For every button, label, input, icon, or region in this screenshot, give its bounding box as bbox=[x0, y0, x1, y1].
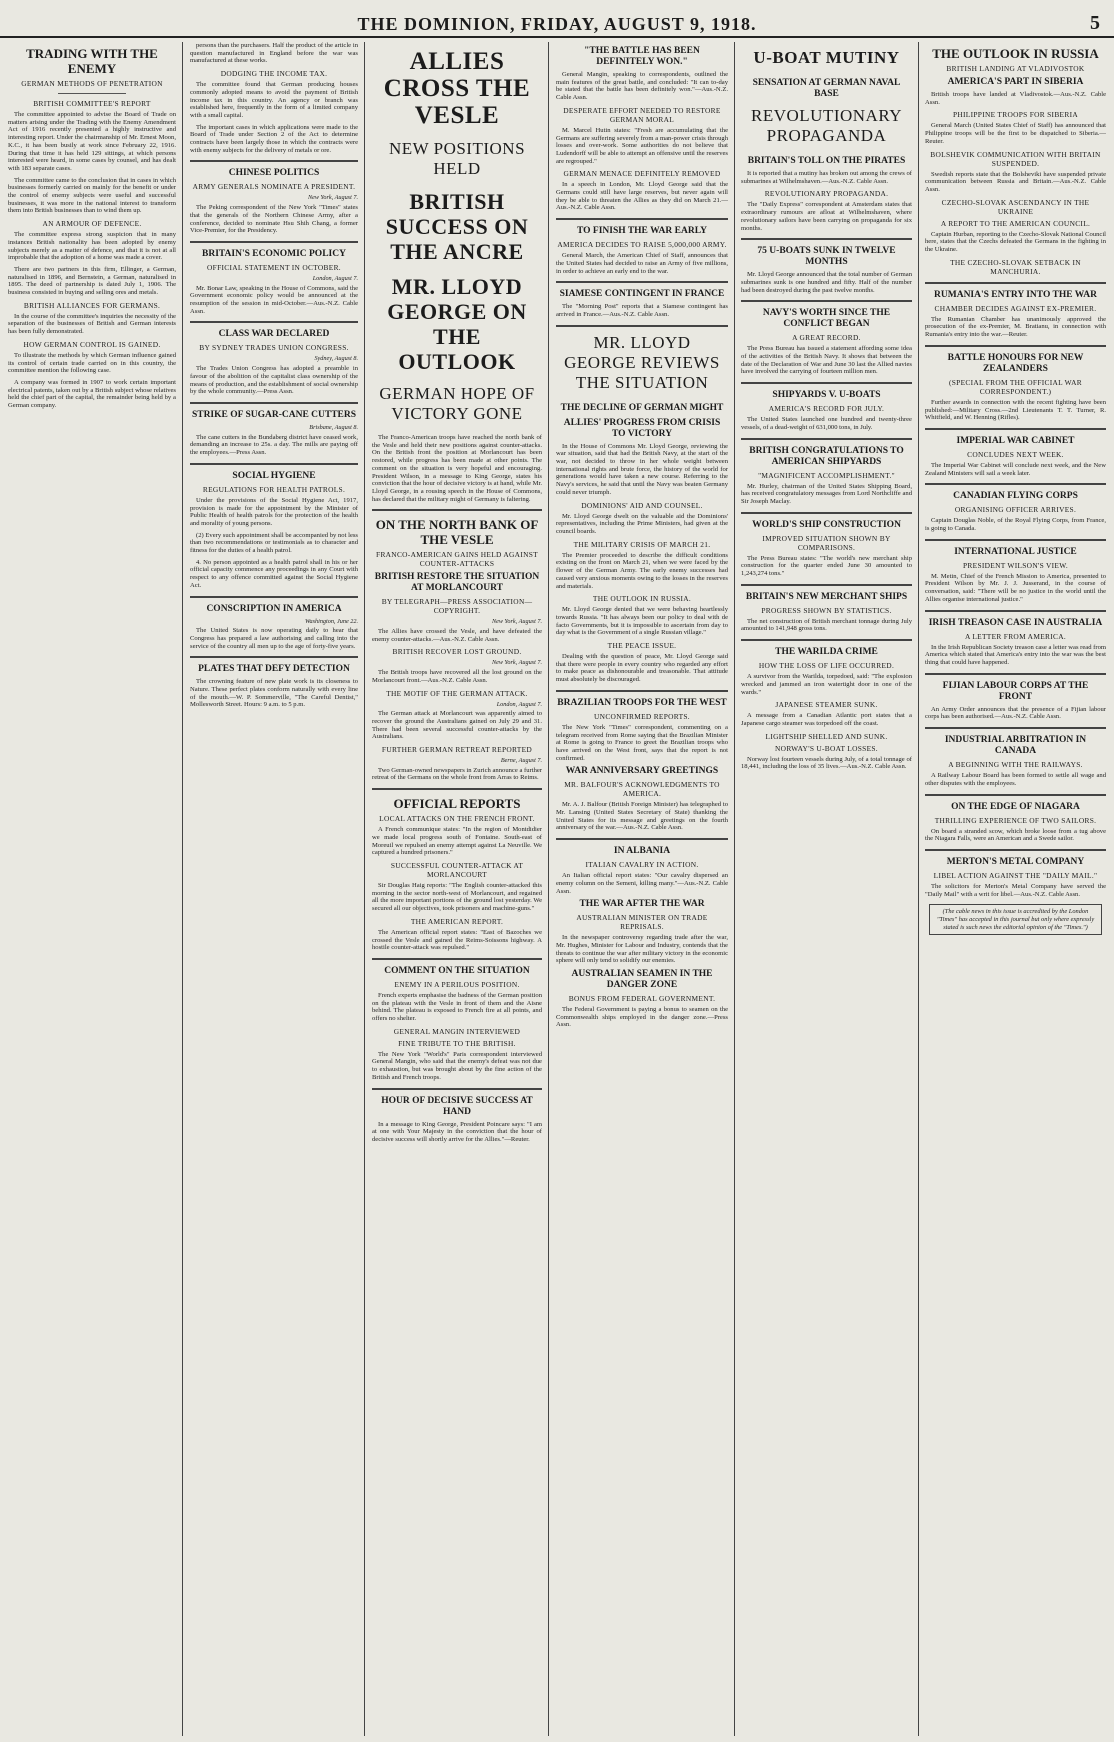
subheading: A BEGINNING WITH THE RAILWAYS. bbox=[948, 760, 1083, 770]
headline: SHIPYARDS V. U-BOATS bbox=[772, 390, 881, 401]
dateline: London, August 7. bbox=[496, 700, 542, 708]
masthead bbox=[0, 0, 1114, 38]
paragraph: persons than the purchasers. Half the product of the article in question manufactured in England before the war was manufactured at these works. bbox=[190, 42, 358, 65]
paragraph: In the newspaper controversy regarding trade after the war, Mr. Hughes, Minister for Labour and Industry, contends that the threats to continue the war after military victory in the economic sphere will only tend to solidify our enemies. bbox=[556, 934, 728, 965]
subheading: OFFICIAL STATEMENT IN OCTOBER. bbox=[207, 262, 341, 272]
paragraph: In the Irish Republican Society treason case a letter was read from America which stated that America's entry into the war was the best thing that could have happened. bbox=[925, 643, 1106, 666]
subheading: CZECHO-SLOVAK ASCENDANCY IN THE UKRAINE bbox=[941, 197, 1090, 216]
headline: CANADIAN FLYING CORPS bbox=[953, 491, 1078, 502]
paragraph: 4. No person appointed as a health patrol shall in his or her official capacity commence any proceedings in any Court with respect to any offence committed against the Social Hygiene Act. bbox=[190, 558, 358, 589]
paragraph: A French communique states: "In the region of Montdidier we made local progress south of Fontaine. South-east of Moreuil we repulsed an enemy attempt against La Neuville. We captured a hundred prisoners." bbox=[372, 826, 542, 857]
banner-headline: BRITISH SUCCESS ON THE ANCRE bbox=[385, 189, 529, 264]
subheading: PHILIPPINE TROOPS FOR SIBERIA bbox=[953, 110, 1078, 120]
paragraph: Swedish reports state that the Bolsheviki have suspended private communication between Russia and Britain.—Aus.-N.Z. Cable Assn. bbox=[925, 170, 1106, 193]
divider bbox=[925, 794, 1106, 796]
headline: THE OUTLOOK IN RUSSIA bbox=[932, 46, 1099, 61]
divider bbox=[556, 690, 728, 692]
subheading: CHAMBER DECIDES AGAINST EX-PREMIER. bbox=[934, 303, 1097, 313]
paragraph: The net construction of British merchant tonnage during July amounted to 141,948 gross tons. bbox=[741, 617, 912, 633]
subheading: NORWAY'S U-BOAT LOSSES. bbox=[775, 743, 878, 753]
subheading: ORGANISING OFFICER ARRIVES. bbox=[954, 505, 1077, 515]
subheading: BOLSHEVIK COMMUNICATION WITH BRITAIN SUSPENDED. bbox=[930, 149, 1101, 168]
subheading: GERMAN MENACE DEFINITELY REMOVED bbox=[563, 169, 721, 179]
headline: NAVY'S WORTH SINCE THE CONFLICT BEGAN bbox=[762, 308, 891, 330]
headline: CLASS WAR DECLARED bbox=[218, 329, 330, 340]
headline: INTERNATIONAL JUSTICE bbox=[954, 546, 1077, 557]
headline: HOUR OF DECISIVE SUCCESS AT HAND bbox=[381, 1095, 533, 1117]
paragraph: Norway lost fourteen vessels during July, of a total tonnage of 18,441, including the loss of 35 lives.—Aus.-N.Z. Cable Assn. bbox=[741, 755, 912, 771]
subheading: DOMINIONS' AID AND COUNSEL. bbox=[581, 500, 703, 510]
paragraph: Captain Hurban, reporting to the Czecho-Slovak National Council here, states that the Czechs defeated the Germans in the fighting in the Ukraine. bbox=[925, 230, 1106, 254]
dateline: Washington, June 22. bbox=[304, 617, 358, 625]
subheading: AN ARMOUR OF DEFENCE. bbox=[42, 219, 142, 229]
paragraph: In the House of Commons Mr. Lloyd George, reviewing the war situation, said that had the British Navy, at the start of the war, not decided to throw in her whole weight between international rights and brute force, the history of the world for generations would have taken a new course. Referring to the Navy's services, he said that until the Navy was beaten Germany could never triumph. bbox=[556, 442, 728, 496]
subheading: (SPECIAL FROM THE OFFICIAL WAR CORRESPONDENT.) bbox=[948, 377, 1082, 396]
paragraph: The committee found that German producing houses commonly adopted means to avoid the payment of British income tax in this country. An agency or branch was established here, frequently in the form of a limited company with a small capital. bbox=[190, 81, 358, 119]
headline: IRISH TREASON CASE IN AUSTRALIA bbox=[928, 617, 1103, 628]
banner-headline: MR. LLOYD GEORGE ON THE OUTLOOK bbox=[387, 274, 527, 374]
paragraph: Two German-owned newspapers in Zurich announce a further retreat of the Germans on the whole front from Arras to Reims. bbox=[372, 766, 542, 782]
subheading: CONCLUDES NEXT WEEK. bbox=[967, 449, 1064, 459]
paragraph: The Rumanian Chamber has unanimously approved the prosecution of the ex-Premier, M. Bratianu, in connection with Rumania's entry into the war.—Reuter. bbox=[925, 315, 1106, 339]
column-rule bbox=[182, 42, 183, 1736]
paragraph: The committee express strong suspicion that in many instances British nationality has been adopted by enemy subjects merely as a matter of defence, and that it is not at all improbable that the adoption of a home was made a cover. bbox=[8, 231, 176, 262]
divider bbox=[190, 241, 358, 243]
paragraph: A message from a Canadian Atlantic port states that a Japanese cargo steamer was torpedoed off the coast. bbox=[741, 712, 912, 727]
subheading: REVOLUTIONARY PROPAGANDA. bbox=[764, 189, 889, 199]
divider bbox=[741, 584, 912, 586]
divider bbox=[556, 838, 728, 840]
dateline: New York, August 7. bbox=[491, 659, 542, 667]
banner-headline: NEW POSITIONS HELD bbox=[388, 139, 526, 178]
paragraph: Mr. A. J. Balfour (British Foreign Minister) has telegraphed to Mr. Lansing (United States Secretary of State) thanking the United States for its message and greetings on the fourth anniversary of the war.—Aus.-N.Z. Cable Assn. bbox=[556, 801, 728, 832]
subheading: BY SYDNEY TRADES UNION CONGRESS. bbox=[199, 343, 349, 353]
paragraph: The cane cutters in the Bundaberg district have ceased work, demanding an increase to 25s. a day. The mills are paying off the employees.—Press Assn. bbox=[190, 433, 358, 457]
subheading: MR. BALFOUR'S ACKNOWLEDGMENTS TO AMERICA. bbox=[564, 780, 720, 799]
paragraph: On board a stranded scow, which broke loose from a tug above the Niagara Falls, were an American and a Swede sailor. bbox=[925, 827, 1106, 843]
paragraph: Mr. Lloyd George dwelt on the valuable aid the Dominions' representatives, including the Prime Ministers, had given at the council boards. bbox=[556, 512, 728, 535]
divider bbox=[190, 321, 358, 323]
headline: BRITAIN'S NEW MERCHANT SHIPS bbox=[745, 591, 908, 602]
column-rule bbox=[918, 42, 919, 1736]
subheading: ENEMY IN A PERILOUS POSITION. bbox=[394, 979, 520, 989]
divider bbox=[925, 727, 1106, 729]
headline: ON THE NORTH BANK OF THE VESLE bbox=[375, 517, 539, 548]
headline: SENSATION AT GERMAN NAVAL BASE bbox=[752, 78, 901, 99]
paragraph: The New York "World's" Paris correspondent interviewed General Mangin, who said that the enemy's defeat was not due to exhaustion, but was brought about by the fine action of the British and French troops. bbox=[372, 1050, 542, 1081]
subheading: THE MILITARY CRISIS OF MARCH 21. bbox=[573, 539, 711, 549]
divider bbox=[925, 849, 1106, 851]
divider bbox=[741, 238, 912, 240]
headline: 75 U-BOATS SUNK IN TWELVE MONTHS bbox=[757, 246, 896, 268]
headline: BRITAIN'S TOLL ON THE PIRATES bbox=[747, 156, 906, 166]
subheading: BONUS FROM FEDERAL GOVERNMENT. bbox=[568, 994, 716, 1004]
paragraph: British troops have landed at Vladivostok.—Aus.-N.Z. Cable Assn. bbox=[925, 91, 1106, 106]
banner-headline: MR. LLOYD GEORGE REVIEWS THE SITUATION bbox=[564, 332, 720, 392]
subheading: ARMY GENERALS NOMINATE A PRESIDENT. bbox=[192, 182, 356, 192]
editorial-note-box: (The cable news in this issue is accredited by the London "Times" has accepted in this journal but only where expressly stated is such news the editorial opinion of the "Times.") bbox=[929, 904, 1102, 935]
subheading: JAPANESE STEAMER SUNK. bbox=[775, 700, 878, 710]
subheading: BRITISH RECOVER LOST GROUND. bbox=[392, 647, 522, 657]
subheading: PROGRESS SHOWN BY STATISTICS. bbox=[761, 605, 892, 615]
subheading: FRANCO-AMERICAN GAINS HELD AGAINST COUNTER-ATTACKS bbox=[376, 550, 538, 569]
divider bbox=[925, 539, 1106, 541]
headline: BRITAIN'S ECONOMIC POLICY bbox=[202, 248, 346, 259]
headline: THE WAR AFTER THE WAR bbox=[579, 899, 705, 910]
divider bbox=[190, 160, 358, 162]
divider bbox=[556, 325, 728, 327]
subheading: DESPERATE EFFORT NEEDED TO RESTORE GERMAN MORAL bbox=[563, 105, 721, 124]
headline: COMMENT ON THE SITUATION bbox=[384, 965, 530, 976]
paragraph: (2) Every such appointment shall be accompanied by not less than two recommendations or testimonials as to character and fitness for the duties of a health patrol. bbox=[190, 531, 358, 555]
headline: THE WARILDA CRIME bbox=[775, 647, 878, 658]
paragraph: Further awards in connection with the recent fighting have been published:—Military Cross.—2nd Lieutenants T. T. Turner, R. Whitfield, and W. Henning (Rifles). bbox=[925, 398, 1106, 422]
paragraph: The committee came to the conclusion that in cases in which businesses formerly carried on mainly for the benefit or under the control of enemy subjects were useful and successful businesses, it was more in the national interest to transform them into British businesses than to wind them up. bbox=[8, 176, 176, 215]
divider bbox=[925, 673, 1106, 675]
paragraph: The Allies have crossed the Vesle, and have defeated the enemy counter-attacks.—Aus.-N.Z. Cable Assn. bbox=[372, 628, 542, 643]
paragraph: General March (United States Chief of Staff) has announced that Philippine troops will be the first to be dispatched to Siberia.—Reuter. bbox=[925, 122, 1106, 145]
headline: SOCIAL HYGIENE bbox=[232, 470, 316, 481]
divider bbox=[372, 1088, 542, 1090]
headline: WAR ANNIVERSARY GREETINGS bbox=[565, 766, 719, 777]
paragraph: A Railway Labour Board has been formed to settle all wage and other disputes with the employees. bbox=[925, 772, 1106, 787]
headline: AMERICA'S PART IN SIBERIA bbox=[947, 77, 1084, 87]
column-rule bbox=[734, 42, 735, 1736]
paragraph: The solicitors for Merton's Metal Company have served the "Daily Mail" with a writ for libel.—Aus.-N.Z. Cable Assn. bbox=[925, 882, 1106, 898]
paragraph: To illustrate the methods by which German influence gained its control of certain trade carried on in this country, the committee mention the following case. bbox=[8, 351, 176, 375]
subheading: "MAGNIFICENT ACCOMPLISHMENT." bbox=[758, 470, 895, 480]
divider bbox=[556, 218, 728, 220]
headline: ALLIES' PROGRESS FROM CRISIS TO VICTORY bbox=[563, 417, 721, 439]
headline: ON THE EDGE OF NIAGARA bbox=[951, 801, 1080, 812]
paragraph: The United States launched one hundred and twenty-three vessels, of a dead-weight of 631,000 tons, in July. bbox=[741, 416, 912, 431]
headline: TO FINISH THE WAR EARLY bbox=[576, 226, 708, 237]
paragraph: The "Morning Post" reports that a Siamese contingent has arrived in France.—Aus.-N.Z. Cable Assn. bbox=[556, 303, 728, 318]
paragraph: In a speech in London, Mr. Lloyd George said that the Germans could still have large reserves, but never again will they be able to threaten the Allies as they did on March 21.—Aus.-N.Z. Cable Assn. bbox=[556, 181, 728, 212]
subheading: A GREAT RECORD. bbox=[792, 333, 861, 343]
paragraph: The Press Bureau states: "The world's new merchant ship construction for the quarter ended June 30 amounted to 1,243,274 tons." bbox=[741, 554, 912, 578]
paragraph: French experts emphasise the badness of the German position on the plateau with the Vesle in front of them and the Aisne behind. The plateau is exposed to French fire at all points, and offers no shelter. bbox=[372, 991, 542, 1023]
subheading: THE CZECHO-SLOVAK SETBACK IN MANCHURIA. bbox=[950, 257, 1081, 276]
subheading: HOW THE LOSS OF LIFE OCCURRED. bbox=[758, 661, 895, 671]
column-rule bbox=[364, 42, 365, 1736]
subheading: LOCAL ATTACKS ON THE FRENCH FRONT. bbox=[379, 814, 535, 824]
paragraph: The American official report states: "East of Bazoches we crossed the Vesle and gained the Reims-Soissons highway. A hostile counter-attack was repulsed." bbox=[372, 928, 542, 952]
dateline: London, August 7. bbox=[312, 274, 358, 282]
subheading: ITALIAN CAVALRY IN ACTION. bbox=[585, 860, 699, 870]
divider bbox=[741, 639, 912, 641]
divider bbox=[372, 788, 542, 790]
paragraph: Under the provisions of the Social Hygiene Act, 1917, provision is made for the appointment by the Minister of Public Health of health patrols for the protection of the health and morality of young persons. bbox=[190, 496, 358, 527]
paragraph: The Peking correspondent of the New York "Times" states that the generals of the Northern Chinese Army, after a conference, decided to nominate Hsu Shih Chang, a former Vice-Premier, for the Presidency. bbox=[190, 204, 358, 235]
dateline: Berne, August 7. bbox=[500, 757, 542, 765]
paragraph: An Army Order announces that the presence of a Fijian labour corps has been authorised.—Aus.-N.Z. Cable Assn. bbox=[925, 705, 1106, 721]
banner-headline: REVOLUTIONARY PROPAGANDA bbox=[751, 106, 902, 145]
paragraph: The Federal Government is paying a bonus to seamen on the Commonwealth ships employed in the danger zone.—Press Assn. bbox=[556, 1006, 728, 1029]
subheading: LIBEL ACTION AGAINST THE "DAILY MAIL." bbox=[933, 870, 1098, 880]
divider bbox=[372, 958, 542, 960]
dateline: Brisbane, August 8. bbox=[309, 423, 358, 431]
divider bbox=[190, 596, 358, 598]
subheading: BRITISH ALLIANCES FOR GERMANS. bbox=[23, 300, 161, 310]
paragraph: The "Daily Express" correspondent at Amsterdam states that extraordinary rumours are afloat at Wilhelmshaven, where revolutionary sailors have been carrying on propaganda for six months. bbox=[741, 201, 912, 232]
subheading: THE PEACE ISSUE. bbox=[607, 641, 677, 651]
paragraph: The German attack at Morlancourt was apparently aimed to recover the ground the Australians gained on July 29 and 31. There had been several successful counter-attacks by the Australians. bbox=[372, 710, 542, 741]
column-6 bbox=[925, 42, 1106, 1736]
paragraph: The Trades Union Congress has adopted a preamble in favour of the abolition of the capitalist class ownership of the means of production, and the establishment of social ownership by the whole community.—Press Assn. bbox=[190, 365, 358, 396]
headline: THE DECLINE OF GERMAN MIGHT bbox=[560, 402, 724, 413]
headline: TRADING WITH THE ENEMY bbox=[26, 46, 158, 76]
banner-headline: U-BOAT MUTINY bbox=[753, 48, 900, 67]
paragraph: It is reported that a mutiny has broken out among the crews of submarines at Wilhelmshaven.—Aus.-N.Z. Cable Assn. bbox=[741, 170, 912, 185]
paragraph: The crowning feature of new plate work is its closeness to Nature. These perfect plates conform naturally with every line of the mouth.—W. P. Sommerville, "The Careful Dentist," Mollesworth Street. Hours: 9 a.m. to 5 p.m. bbox=[190, 678, 358, 709]
headline: PLATES THAT DEFY DETECTION bbox=[198, 664, 350, 675]
byline: BY TELEGRAPH—PRESS ASSOCIATION—COPYRIGHT. bbox=[381, 597, 533, 616]
banner-headline: GERMAN HOPE OF VICTORY GONE bbox=[379, 384, 535, 423]
divider bbox=[925, 428, 1106, 430]
subheading: GERMAN METHODS OF PENETRATION bbox=[21, 79, 163, 88]
headline: "THE BATTLE HAS BEEN DEFINITELY WON." bbox=[584, 46, 700, 67]
subheading: THRILLING EXPERIENCE OF TWO SAILORS. bbox=[934, 815, 1097, 825]
subheading: THE MOTIF OF THE GERMAN ATTACK. bbox=[386, 688, 528, 698]
paragraph: There are two partners in this firm, Ellinger, a German, naturalised in 1896, and Bernstein, a German, naturalised in 1895. The deed of partnership is dated July 1, 1906. The business consisted in buying and selling ores and metals. bbox=[8, 265, 176, 297]
dateline: New York, August 7. bbox=[307, 194, 358, 202]
headline: IN ALBANIA bbox=[613, 846, 671, 857]
headline: IMPERIAL WAR CABINET bbox=[956, 435, 1075, 446]
headline: CONSCRIPTION IN AMERICA bbox=[206, 603, 342, 614]
paragraph: General March, the American Chief of Staff, announces that the United States had decided to raise an Army of five millions, in order to achieve an early end to the war. bbox=[556, 252, 728, 275]
column-4 bbox=[556, 42, 728, 1736]
paragraph: M. Marcel Hutin states: "Fresh are accumulating that the Germans are suffering severely from a man-power crisis through losses and over-work. Some authorities do not believe that Ludendorff will be able to attempt an offensive until the reserves are regrouped." bbox=[556, 126, 728, 165]
headline: RUMANIA'S ENTRY INTO THE WAR bbox=[934, 289, 1097, 300]
paragraph: In a message to King George, President Poincare says: "I am at one with Your Majesty in the conviction that the hour of decisive success will shortly arrive for the Allies."—Reuter. bbox=[372, 1120, 542, 1143]
subheading: LIGHTSHIP SHELLED AND SUNK. bbox=[765, 731, 888, 741]
paragraph: The British troops have recovered all the lost ground on the Morlancourt front.—Aus.-N.Z. Cable Assn. bbox=[372, 669, 542, 684]
paragraph: M. Metin, Chief of the French Mission to America, presented to President Wilson by Mr. J. J. Jusserand, in the course of conversation, said: "There will be no justice in the world until the Allies organise international justice." bbox=[925, 572, 1106, 603]
dateline: Sydney, August 8. bbox=[314, 355, 358, 363]
subheading: REGULATIONS FOR HEALTH PATROLS. bbox=[202, 484, 346, 494]
subheading: THE AMERICAN REPORT. bbox=[410, 916, 504, 926]
paragraph: Mr. Bonar Law, speaking in the House of Commons, said the Government economic policy would be announced at the resumption of the session in mid-October.—Aus.-N.Z. Cable Assn. bbox=[190, 284, 358, 315]
paragraph: The New York "Times" correspondent, commenting on a telegram received from Rome saying that the Brazilian Minister at Rome is going to France to greet the Brazilian troops who have arrived on the West front, says that the report is not confirmed. bbox=[556, 723, 728, 762]
divider bbox=[741, 438, 912, 440]
column-1 bbox=[8, 42, 176, 1736]
divider bbox=[925, 345, 1106, 347]
subheading: FINE TRIBUTE TO THE BRITISH. bbox=[398, 1038, 516, 1048]
headline: WORLD'S SHIP CONSTRUCTION bbox=[752, 519, 901, 530]
headline: BRAZILIAN TROOPS FOR THE WEST bbox=[557, 697, 727, 708]
divider bbox=[58, 93, 125, 94]
divider bbox=[741, 300, 912, 302]
paragraph: The United States is now operating daily to hear that Congress has prepared a law authorising and calling into the service of the country all men up to the age of forty-five years. bbox=[190, 627, 358, 650]
paragraph: In the course of the committee's inquiries the necessity of the separation of the businesses of British and German interests has been fully demonstrated. bbox=[8, 312, 176, 336]
headline: MERTON'S METAL COMPANY bbox=[946, 856, 1085, 867]
masthead-title: THE DOMINION, FRIDAY, AUGUST 9, 1918. bbox=[357, 14, 757, 34]
paragraph: The Franco-American troops have reached the north bank of the Vesle and held their new positions against counter-attacks. On the British front the position at Morlancourt has been restored, while progress has been made at other points. The comment on the situation is very hopeful and encouraging. President Wilson, in a message to King George, states his conviction that the hour of decisive victory is at hand, while Mr. Lloyd George, in a rousing speech in the House of Commons, has declared that the military might of Germany is faltering. bbox=[372, 434, 542, 503]
subheading: GENERAL MANGIN INTERVIEWED bbox=[393, 1026, 521, 1036]
page-number: 5 bbox=[1090, 12, 1100, 34]
subheading: A REPORT TO THE AMERICAN COUNCIL. bbox=[940, 218, 1091, 228]
column-2 bbox=[190, 42, 358, 1736]
paragraph: The Imperial War Cabinet will conclude next week, and the New Zealand Ministers will sail a week later. bbox=[925, 461, 1106, 477]
headline: FIJIAN LABOUR CORPS AT THE FRONT bbox=[942, 680, 1089, 702]
paragraph: General Mangin, speaking to correspondents, outlined the main features of the great battle, and concluded: "It can to-day be stated that the battle has been definitely won."—Aus.-N.Z. Cable Assn. bbox=[556, 71, 728, 102]
column-5 bbox=[741, 42, 912, 1736]
subheading: A LETTER FROM AMERICA. bbox=[964, 631, 1067, 641]
paragraph: Mr. Lloyd George announced that the total number of German submarines sunk is one hundred and fifty. Half of the number had been destroyed during the past twelve months. bbox=[741, 271, 912, 294]
paragraph: A company was formed in 1907 to work certain important electrical patents, taken out by a British subject whose relatives held the chief part of the capital, the remainder being held by a German company. bbox=[8, 378, 176, 410]
paragraph: Dealing with the question of peace, Mr. Lloyd George said that there were people in every country who regarded any effort to make peace as dishonourable and treasonable. That attitude must absolutely be discouraged. bbox=[556, 653, 728, 684]
divider bbox=[556, 281, 728, 283]
subheading: SUCCESSFUL COUNTER-ATTACK AT MORLANCOURT bbox=[390, 860, 524, 879]
divider bbox=[741, 382, 912, 384]
divider bbox=[925, 282, 1106, 284]
dateline: New York, August 7. bbox=[491, 618, 542, 626]
paragraph: An Italian official report states: "Our cavalry dispersed an enemy column on the Semeni, killing many."—Aus.-N.Z. Cable Assn. bbox=[556, 872, 728, 895]
headline: SIAMESE CONTINGENT IN FRANCE bbox=[559, 289, 725, 300]
subheading: AMERICA'S RECORD FOR JULY. bbox=[768, 404, 885, 414]
subheading: UNCONFIRMED REPORTS. bbox=[594, 711, 690, 721]
headline: OFFICIAL REPORTS bbox=[393, 796, 521, 812]
subheading: PRESIDENT WILSON'S VIEW. bbox=[963, 560, 1068, 570]
headline: CHINESE POLITICS bbox=[228, 168, 320, 179]
headline: BATTLE HONOURS FOR NEW ZEALANDERS bbox=[947, 352, 1084, 374]
subheading: BRITISH COMMITTEE'S REPORT bbox=[33, 99, 151, 108]
subheading: AMERICA DECIDES TO RAISE 5,000,000 ARMY. bbox=[557, 240, 727, 250]
divider bbox=[925, 483, 1106, 485]
column-3 bbox=[372, 42, 542, 1736]
subheading: IMPROVED SITUATION SHOWN BY COMPARISONS. bbox=[762, 533, 891, 552]
paragraph: Sir Douglas Haig reports: "The English counter-attacked this morning in the sector north-west of Morlancourt, and regained all the more important portions of the ground lost yesterday. We secured all our objectives, took prisoners and machine-guns." bbox=[372, 881, 542, 913]
divider bbox=[372, 509, 542, 511]
subheading: THE OUTLOOK IN RUSSIA. bbox=[592, 594, 692, 604]
paragraph: A survivor from the Warilda, torpedoed, said: "The explosion wrecked and jammed an iron watertight door in one of the wards." bbox=[741, 673, 912, 696]
subheading: FURTHER GERMAN RETREAT REPORTED bbox=[381, 745, 533, 755]
divider bbox=[925, 610, 1106, 612]
divider bbox=[190, 656, 358, 658]
paragraph: Captain Douglas Noble, of the Royal Flying Corps, from France, is going to Canada. bbox=[925, 517, 1106, 533]
subheading: BRITISH LANDING AT VLADIVOSTOK bbox=[946, 64, 1085, 73]
divider bbox=[741, 512, 912, 514]
subheading: DODGING THE INCOME TAX. bbox=[220, 69, 328, 79]
paragraph: Mr. Lloyd George denied that we were behaving heartlessly towards Russia. "It has always been our policy to deal with de facto Governments, but it is impossible to ascertain from day to day what is the Government of a single Russian village." bbox=[556, 606, 728, 637]
headline: BRITISH CONGRATULATIONS TO AMERICAN SHIPYARDS bbox=[749, 445, 904, 467]
paragraph: The important cases in which applications were made to the Board of Trade under Section 2 of the Act to determine contracts have been largely those in which the contracts were with enemy subjects for the delivery of metals or ore. bbox=[190, 123, 358, 154]
headline: BRITISH RESTORE THE SITUATION AT MORLANCOURT bbox=[374, 572, 540, 594]
subheading: AUSTRALIAN MINISTER ON TRADE REPRISALS. bbox=[576, 913, 708, 932]
headline: INDUSTRIAL ARBITRATION IN CANADA bbox=[944, 735, 1087, 757]
paragraph: Mr. Hurley, chairman of the United States Shipping Board, has received congratulatory messages from Lord Northcliffe and Sir Joseph Maclay. bbox=[741, 482, 912, 505]
paragraph: The Press Bureau has issued a statement affording some idea of the activities of the British Navy. It shows that between the date of the Declaration of War and June 30 last the Allied navies have involved the carrying of fourteen million men. bbox=[741, 345, 912, 376]
divider bbox=[190, 402, 358, 404]
headline: AUSTRALIAN SEAMEN IN THE DANGER ZONE bbox=[571, 969, 713, 991]
paragraph: The Premier proceeded to describe the difficult conditions existing on the front on March 21, when we were faced by the flower of the German Army. The early enemy successes had caused very anxious moments owing to the losses in the reserves and materials. bbox=[556, 551, 728, 590]
banner-headline: ALLIES CROSS THE VESLE bbox=[383, 48, 531, 129]
headline: STRIKE OF SUGAR-CANE CUTTERS bbox=[191, 409, 357, 420]
paragraph: The committee appointed to advise the Board of Trade on matters arising under the Trading with the Enemy Amendment Act of 1916 recently presented a highly instructive and interesting report. Under the chairmanship of Mr. Ernest Moon, K.C., it has been busily at work since February 22, 1916. During that time it has held 129 sittings, at which persons interested were heard, in some cases by counsel, and has dealt with 183 separate cases. bbox=[8, 111, 176, 172]
divider bbox=[190, 463, 358, 465]
column-rule bbox=[548, 42, 549, 1736]
subheading: HOW GERMAN CONTROL IS GAINED. bbox=[23, 339, 161, 349]
